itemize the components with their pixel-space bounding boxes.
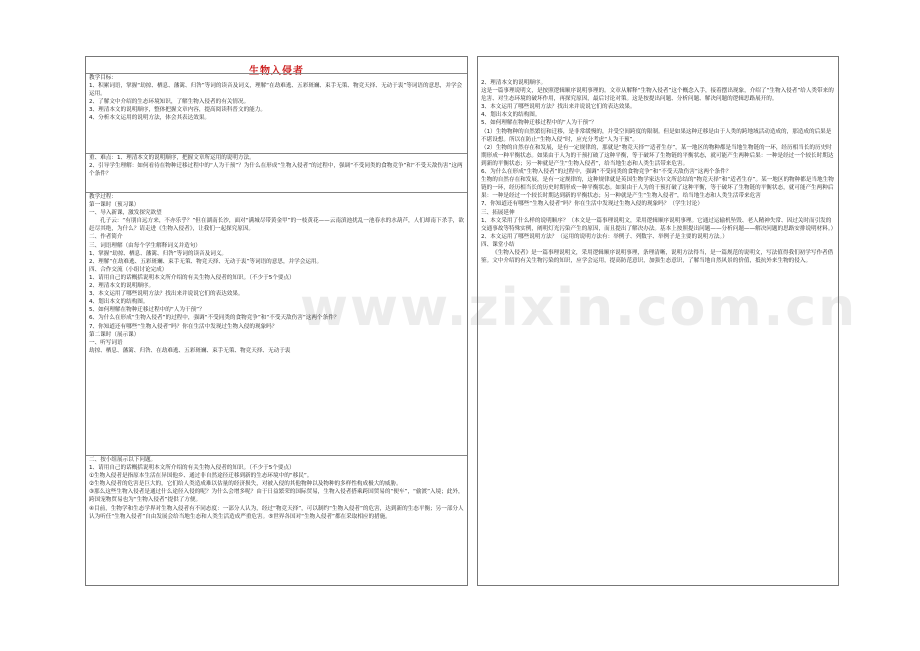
goals-section [86,73,467,123]
process-line: 孔子云：“有朋自远方来，不亦乐乎？”但在湖南长沙，面对“满城尽带黄金甲”的一枝黄花——云南滇池扰乱一池春水的水葫芦，人们却南下杀手，欲赶尽其绝，为什么？请走进《生物入侵者》，让我们一起探究原因。 [89,218,464,233]
right-line: 7、你知道还有哪些“生物入侵者”吗？你在生活中发现过生物入侵的现象吗？（学生讨论） [481,201,703,208]
right-line: 《生物入侵者》是一篇事理说明文，采用逻辑顺序说明事理，条理清晰，说明方法得当，是一篇规范的说明文，写法值得我们初学写作者借鉴。文中介绍的有关生物污染的知识，应学会运用，提高防范意识，加强生态意识，了解当地自然风景的价值，抵抗外来生物的侵入。 [481,249,834,265]
key-point: 2、引导学生理解：如何看待在物种迁移过程中的“人为干预”？为什么在形成“生物入侵者”的过程中，强调“不受同类的食物竞争”和“不受天敌伤害”这两个条件？ [89,163,463,178]
process-line: 1、请用自己的话概括说明本文所介绍的有关生物入侵者的知识。（不少于5个要点） [89,274,295,281]
left-column [85,56,468,586]
right-line: 1、本文采用了什么样的说明顺序？（本文是一篇事理说明文，采用逻辑顺序说明事理。它通过运输机坠毁、老人精神失常、因过关时而引发的交通事故等特殊实例，阐明灯光污染产生的原因，而且提出了解决办法。基本上按照提出问题——分析问题——解决问题的思路安排说明材料。） [481,217,837,232]
document-title: 生物入侵者 [249,66,304,77]
review-line: ①生物入侵者是指原本生活在异国他乡、通过非自然途径迁移到新的生态环境中的“移民”。 [89,473,313,480]
right-line: 4、划出本文的结构图。 [481,112,541,119]
key-points-section [86,153,467,178]
right-line: 5、如何理解在物种迁移过程中的“人为干预”？ [481,120,597,127]
right-line: 三、拓展延伸 [481,209,515,216]
process-heading: 教学过程： [89,194,117,200]
right-line: 2、本文运用了哪些说明方法？（运用的说明方法有：举例子、列数字、举例子是主要的说明方法。） [481,233,728,240]
goals-heading: 教学目标： [89,75,117,81]
process-line: 7、你知道还有哪些“生物入侵者”吗？你在生活中发现过生物入侵的现象吗？ [89,323,278,330]
right-line: （2）生物的自然存在和发展，是有一定规律的，那就是“物竞天择”“适者生存”，某一地区的物种都是当地生物链的一环，经历相当长的历史时期形成一种平衡状态。如果由于人为的干预打破了这种平衡，等于破坏了生物链的平衡状态，就可能产生两种后果：一种是经过一个较长时期达到新的平衡状态；另一种就是产生“生物入侵者”，给当地生态和人类生活带来危害。 [481,144,834,167]
goal-item: 4、分析本文运用的说明方法，体会其表达效果。 [89,115,211,122]
process-line: 劫掠、栖息、藩篱、归咎、在劫难逃、五彩斑斓、束手无策、物竞天择、无动于衷 [89,347,291,354]
review-line: 二、按小组展示以下问题。 [89,457,157,463]
review-line: ②生物入侵者的危害是巨大的，它们给人类造成难以估量的经济损失，对被入侵的其他物种以及物种的多样性构成极大的威胁。 [89,481,402,488]
goal-item: 3、理清本文的说明顺序，整体把握文章内容，提高阅读科普文的能力。 [89,107,266,114]
process-line: 三、词语理解（由每个学生解释词义并造句） [89,242,201,249]
goal-item: 1、积累词语，掌握“劫掠、栖息、藩篱、归咎”等词的读音及词义，理解“在劫难逃、五彩斑斓、束手无策、物竞天择、无动于衷”等词语的意思，并学会运用。 [89,83,463,98]
process-line: 5、如何理解在物种迁移过程中的“人为干预”？ [89,307,205,314]
process-line: 四、合作交流（小组讨论完成） [89,266,168,273]
right-line: 2、理清本文的说明顺序。 [481,80,547,86]
process-line: 4、划出本文的结构图。 [89,299,149,306]
right-content [478,57,838,265]
right-line: 这是一篇事理说明文，是按照逻辑顺序说明事理的。文章从解释“生物入侵者”这个概念入手，接着摆出现象，介绍了“生物入侵者”给人类带来的危害、对生态环境的破坏作用，再探究原因，最后讨论对策。这是按提出问题、分析问题、解决问题的逻辑思路展开的。 [481,88,834,103]
goal-item: 2、了解文中介绍的生态环境知识，了解生物入侵者的有关情况。 [89,99,250,106]
process-line: 2、理清本文的说明顺序。 [89,283,155,290]
process-line: 第一课时（预习课） [89,202,140,209]
process-line: 第二课时（展示课） [89,331,140,338]
review-section [86,455,467,521]
right-line: 生物的自然存在和发展，是有一定规律的，这种规律就是英国生物学家达尔文所总结的“物竞天择”和“适者生存”。某一地区的物种都是当地生物链的一环，经历相当长的历史时期形成一种平衡状态。如果由于人为的干预打破了这种平衡，等于破坏了生物链的平衡状态，就可能产生两种后果：一种是经过一个较长时期达到新的平衡状态；另一种就是产生“生物入侵者”，给当地生态和人类生活带来危害 [481,177,834,200]
key-point: 重、难点：1、理清本文的说明顺序，把握文章所运用的说明方法。 [89,155,255,161]
right-line: （1）生物物种的自然繁衍和迁移，是非常缓慢的，并受空间跨度的限制。但是如果这种迁移是由于人类的跨地域活动造成的，那造成的后果是不堪设想。所以在防止“生物入侵”时，应充分考虑“人为干预”。 [481,128,832,143]
process-line: 3、本文运用了哪些说明方法？找出来并说说它们的表达效果。 [89,291,244,298]
process-line: 2、理解“在劫难逃、五彩斑斓、束手无策、物竞天择、无动于衷”等词语的意思，并学会运用。 [89,258,323,265]
right-line: 3、本文运用了哪些说明方法？找出来并说说它们的表达效果。 [481,104,636,111]
process-line: 一、导入新课，激发探究欲望 [89,210,162,217]
process-section [86,192,467,355]
process-line: 一、听写词语 [89,339,123,346]
right-line: 6、为什么在形成“生物入侵者”的过程中，强调“不受同类的食物竞争”和“不受天敌伤害”这两个条件？ [481,169,732,176]
right-line: 四、课堂小结 [481,241,515,248]
process-line: 1、掌握“劫掠、栖息、藩篱、归咎”等词的读音及词义。 [89,250,228,257]
process-line: 二、作者简介 [89,234,123,241]
right-column [477,56,839,586]
review-line: ③那么这些生物入侵者是通过什么途径入侵的呢？为什么会增多呢？由于日益繁荣的国际贸易，生物入侵者搭乘跨国贸易的“便车”，“偷渡”入境；此外，跨国宠物贸易也为“生物入侵者”提供了方便。 [89,489,464,504]
review-line: ④目前，生物学和生态学界对生物入侵者有不同态度：一部分人认为，经过“物竞天择”，可以制约“生物入侵者”的危害，达到新的生态平衡；另一部分人认为听任“生物入侵者”自由发展会给当地生态和人类生活造成严重危害。⑤世界各国对“生物入侵者”都在采取相应的措施。 [89,505,464,520]
review-line: 1、请用自己的话概括说明本文所介绍的有关生物入侵者的知识。（不少于5个要点） [89,465,295,472]
watermark: www.zixin.com.cn [300,278,858,338]
process-line: 6、为什么在形成“生物入侵者”的过程中，强调“不受同类的食物竞争”和“不受天敌伤害”这两个条件？ [89,315,340,322]
